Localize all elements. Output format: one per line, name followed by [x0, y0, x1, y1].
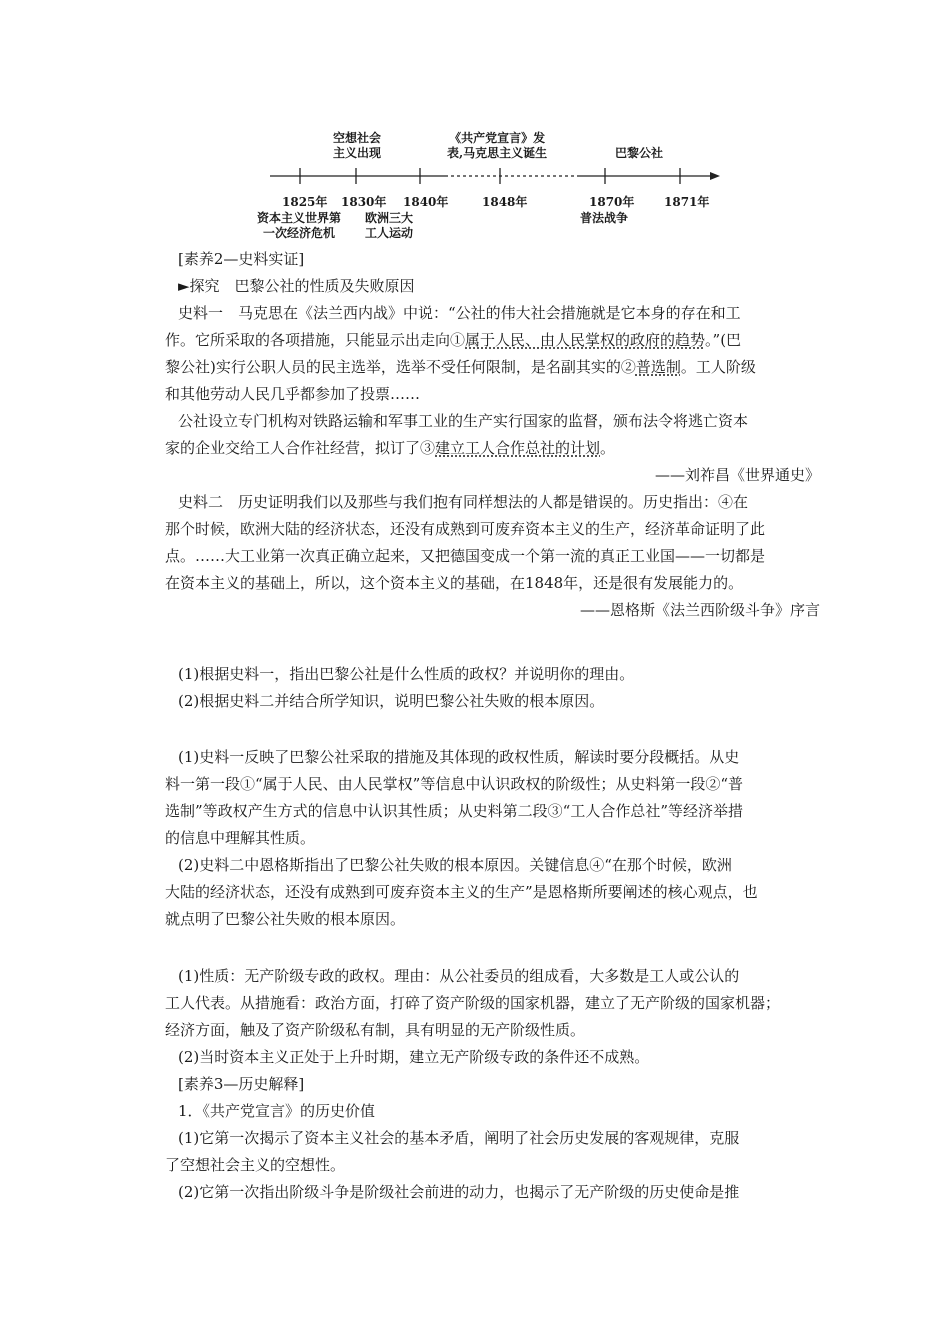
source-one-line: 黎公社)实行公职人员的民主选举，选举不受任何限制，是名副其实的②普选制。工人阶级 [165, 358, 756, 376]
analysis-line: 的信息中理解其性质。 [165, 829, 316, 847]
timeline-label-crisis: 资本主义世界第 一次经济危机 [257, 211, 342, 240]
analysis-line: 料一第一段①“属于人民、由人民掌权”等信息中认识政权的阶级性；从史料第一段②“普 [165, 775, 744, 793]
source-one-line: 作。它所采取的各项措施，只能显示出走向①属于人民、由人民掌权的政府的趋势。”(巴 [165, 331, 742, 349]
explore-title: ►探究 巴黎公社的性质及失败原因 [178, 277, 415, 295]
timeline-label-utopian: 空想社会 主义出现 [333, 131, 382, 160]
timeline-label-manifesto: 《共产党宣言》发 表,马克思主义诞生 [447, 131, 548, 160]
item-title: 1．《共产党宣言》的历史价值 [178, 1102, 376, 1120]
timeline-year-1870: 1870年 [589, 195, 635, 209]
timeline-year-1848: 1848年 [482, 195, 528, 209]
source-one-line: 公社设立专门机构对铁路运输和军事工业的生产实行国家的监督，颁布法令将逃亡资本 [178, 412, 749, 430]
timeline-year-1871: 1871年 [664, 195, 710, 209]
section-heading: [素养3—历史解释] [178, 1075, 305, 1093]
source-two-line: 点。……大工业第一次真正确立起来，又把德国变成一个第一流的真正工业国——一切都是 [165, 547, 766, 565]
answer-line: (2)当时资本主义正处于上升时期，建立无产阶级专政的条件还不成熟。 [178, 1048, 650, 1066]
paragraph-line: (1)它第一次揭示了资本主义社会的基本矛盾，阐明了社会历史发展的客观规律，克服 [178, 1129, 740, 1147]
timeline-year-1830: 1830年 [341, 195, 387, 209]
answer-line: 经济方面，触及了资产阶级私有制，具有明显的无产阶级性质。 [165, 1021, 586, 1039]
section-heading: [素养2—史料实证] [178, 250, 305, 268]
source-two-line: 在资本主义的基础上，所以，这个资本主义的基础，在1848年，还是很有发展能力的。 [165, 574, 744, 592]
analysis-line: (2)史料二中恩格斯指出了巴黎公社失败的根本原因。关键信息④“在那个时候，欧洲 [178, 856, 732, 874]
timeline-year-1825: 1825年 [282, 195, 328, 209]
source-one-line: 史料一 马克思在《法兰西内战》中说：“公社的伟大社会措施就是它本身的存在和工 [178, 304, 741, 322]
answer-line: 工人代表。从措施看：政治方面，打碎了资产阶级的国家机器，建立了无产阶级的国家机器； [165, 994, 781, 1012]
paragraph-line: (2)它第一次指出阶级斗争是阶级社会前进的动力，也揭示了无产阶级的历史使命是推 [178, 1183, 740, 1201]
source-citation: ——恩格斯《法兰西阶级斗争》序言 [579, 601, 820, 619]
analysis-line: 就点明了巴黎公社失败的根本原因。 [165, 910, 406, 928]
analysis-line: 大陆的经济状态，还没有成熟到可废弃资本主义的生产”是恩格斯所要阐述的核心观点，也 [165, 883, 758, 901]
key-phrase: 属于人民、由人民掌权的政府的趋势 [465, 331, 706, 349]
source-citation: ——刘祚昌《世界通史》 [654, 466, 820, 484]
source-one-line: 和其他劳动人民几乎都参加了投票…… [165, 385, 421, 403]
source-one-line: 家的企业交给工人合作社经营，拟订了③建立工人合作总社的计划。 [165, 439, 616, 457]
paragraph-line: 了空想社会主义的空想性。 [165, 1156, 346, 1174]
timeline-label-workers: 欧洲三大 工人运动 [365, 211, 414, 240]
key-phrase: 普选制 [635, 358, 681, 376]
key-phrase: 建立工人合作总社的计划 [435, 439, 601, 457]
timeline-label-war: 普法战争 [580, 211, 629, 225]
history-timeline [255, 125, 725, 245]
analysis-line: 选制”等政权产生方式的信息中认识其性质；从史料第二段③“工人合作总社”等经济举措 [165, 802, 744, 820]
question-2: (2)根据史料二并结合所学知识，说明巴黎公社失败的根本原因。 [178, 692, 605, 710]
source-two-line: 史料二 历史证明我们以及那些与我们抱有同样想法的人都是错误的。历史指出：④在 [178, 493, 749, 511]
source-two-line: 那个时候，欧洲大陆的经济状态，还没有成熟到可废弃资本主义的生产，经济革命证明了此 [165, 520, 766, 538]
analysis-line: (1)史料一反映了巴黎公社采取的措施及其体现的政权性质，解读时要分段概括。从史 [178, 748, 740, 766]
timeline-year-1840: 1840年 [403, 195, 449, 209]
answer-line: (1)性质：无产阶级专政的政权。理由：从公社委员的组成看，大多数是工人或公认的 [178, 967, 740, 985]
timeline-label-commune: 巴黎公社 [615, 146, 664, 160]
question-1: (1)根据史料一，指出巴黎公社是什么性质的政权？并说明你的理由。 [178, 665, 635, 683]
